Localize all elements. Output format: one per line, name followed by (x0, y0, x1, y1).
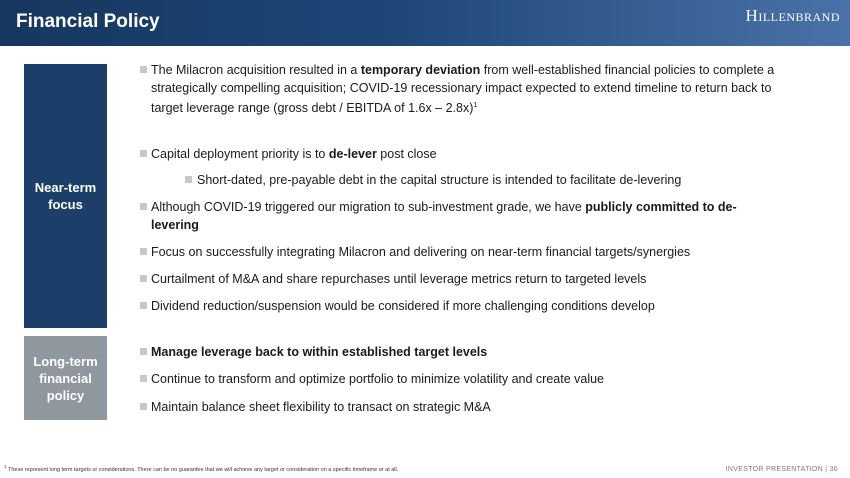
bullet-square-icon (140, 150, 147, 157)
list-item (139, 243, 779, 261)
bullet-bold-text: temporary deviation (360, 63, 481, 77)
long-term-label-box (24, 336, 107, 420)
brand-rest: ILLENBRAND (758, 10, 840, 24)
list-item (139, 370, 779, 388)
footnote (4, 464, 398, 473)
near-term-bullet-3 (139, 198, 779, 234)
near-term-sub-bullet (139, 171, 779, 189)
near-term-bullet-4 (139, 243, 779, 261)
long-term-label-line2: financial (39, 370, 92, 386)
bullet-text: Focus on successfully integrating Milacron and delivering on near-term financial targets/synergies (151, 245, 691, 259)
bullet-text: Continue to transform and optimize portfolio to minimize volatility and create value (151, 372, 604, 386)
bullet-text: post close (376, 147, 437, 161)
bullet-text: Capital deployment priority is to (151, 147, 329, 161)
bullet-square-icon (140, 375, 147, 382)
bullet-bold-text: publicly committed to de-levering (151, 200, 737, 232)
long-term-label-line3: policy (46, 387, 85, 403)
bullet-square-icon (140, 203, 147, 210)
bullet-text: The Milacron acquisition resulted in a (151, 63, 361, 77)
bullet-text: Curtailment of M&A and share repurchases until leverage metrics return to targeted levels (151, 272, 647, 286)
near-term-bullet-list (139, 61, 779, 117)
footnote-ref: 1 (473, 102, 478, 109)
bullet-text: Although COVID-19 triggered our migration to sub-investment grade, we have (151, 200, 586, 214)
bullet-bold-text: de-lever (328, 147, 377, 161)
footnote-text: These represent long term targets or considerations. There can be no guarantee that we will achieve any target or consideration on a specific timeframe or at all. (6, 466, 399, 473)
list-item (139, 61, 779, 117)
brand-initial: H (745, 6, 759, 25)
bullet-square-icon (140, 275, 147, 282)
bullet-square-icon (185, 176, 192, 183)
list-item (139, 198, 779, 234)
near-term-bullet-6 (139, 297, 779, 315)
list-item (139, 343, 779, 361)
header-bar (0, 0, 850, 46)
page-footer: INVESTOR PRESENTATION | 36 (725, 466, 838, 473)
bullet-square-icon (140, 348, 147, 355)
long-term-bullet-3 (139, 398, 779, 416)
bullet-square-icon (140, 66, 147, 73)
near-term-label-box (24, 64, 107, 328)
long-term-bullet-1 (139, 343, 779, 361)
list-item (139, 145, 779, 163)
bullet-text: Maintain balance sheet flexibility to transact on strategic M&A (151, 400, 491, 414)
long-term-label-line1: Long-term (33, 353, 98, 369)
page-title: Financial Policy (16, 11, 160, 32)
list-item (139, 297, 779, 315)
bullet-text: from well-established financial policies to complete a strategically compelling acquisition; COVID-19 recessionary impact expected to extend timeline to return back to target leverage range (gross debt / EBITDA of 1.6x – 2.8x) (151, 63, 775, 116)
sub-bullet-text: Short-dated, pre-payable debt in the capital structure is intended to facilitate de-levering (197, 173, 682, 187)
near-term-label-line1: Near-term (34, 180, 97, 195)
list-item (139, 398, 779, 416)
footnote-marker: 1 (4, 464, 7, 469)
bullet-text: Dividend reduction/suspension would be considered if more challenging conditions develop (151, 299, 655, 313)
bullet-square-icon (140, 403, 147, 410)
list-item (139, 171, 779, 189)
brand-logo (746, 6, 840, 26)
bullet-bold-text: Manage leverage back to within established target levels (151, 345, 488, 359)
near-term-bullet-5 (139, 270, 779, 288)
near-term-bullet-2 (139, 145, 779, 163)
bullet-square-icon (140, 302, 147, 309)
long-term-bullet-2 (139, 370, 779, 388)
near-term-label-line2: focus (48, 197, 83, 212)
bullet-square-icon (140, 248, 147, 255)
list-item (139, 270, 779, 288)
